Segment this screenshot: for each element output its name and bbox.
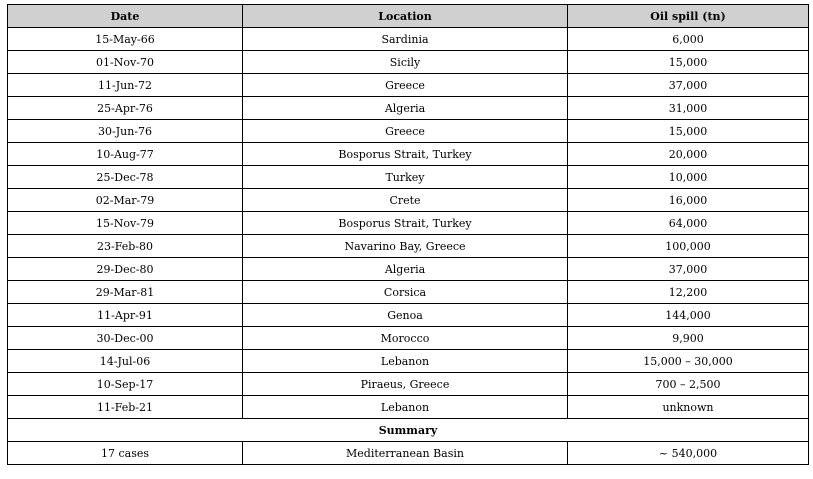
cell-location: Bosporus Strait, Turkey [243, 143, 568, 166]
cell-location: Sardinia [243, 28, 568, 51]
cell-location: Greece [243, 120, 568, 143]
cell-oil-spill: 6,000 [568, 28, 809, 51]
table-row [8, 97, 809, 120]
header-date: Date [8, 5, 243, 28]
table-row [8, 281, 809, 304]
table-row [8, 189, 809, 212]
cell-date: 29-Mar-81 [8, 281, 243, 304]
cell-oil-spill: 16,000 [568, 189, 809, 212]
cell-location: Algeria [243, 97, 568, 120]
cell-oil-spill: 144,000 [568, 304, 809, 327]
cell-oil-spill: 37,000 [568, 74, 809, 97]
summary-row [8, 442, 809, 465]
summary-location: Mediterranean Basin [243, 442, 568, 465]
summary-label: Summary [8, 419, 809, 442]
cell-oil-spill: 31,000 [568, 97, 809, 120]
table-row [8, 327, 809, 350]
cell-location: Greece [243, 74, 568, 97]
table-header [8, 5, 809, 28]
cell-oil-spill: 9,900 [568, 327, 809, 350]
cell-oil-spill: 15,000 – 30,000 [568, 350, 809, 373]
cell-oil-spill: 20,000 [568, 143, 809, 166]
table-row [8, 235, 809, 258]
table-row [8, 373, 809, 396]
table-row [8, 350, 809, 373]
cell-location: Genoa [243, 304, 568, 327]
cell-location: Turkey [243, 166, 568, 189]
cell-location: Crete [243, 189, 568, 212]
table-row [8, 120, 809, 143]
table-row [8, 396, 809, 419]
cell-oil-spill: 700 – 2,500 [568, 373, 809, 396]
cell-location: Algeria [243, 258, 568, 281]
cell-oil-spill: 100,000 [568, 235, 809, 258]
cell-location: Sicily [243, 51, 568, 74]
table-row [8, 51, 809, 74]
cell-date: 11-Jun-72 [8, 74, 243, 97]
cell-date: 29-Dec-80 [8, 258, 243, 281]
cell-location: Piraeus, Greece [243, 373, 568, 396]
summary-cases: 17 cases [8, 442, 243, 465]
cell-location: Lebanon [243, 350, 568, 373]
cell-date: 25-Dec-78 [8, 166, 243, 189]
cell-location: Lebanon [243, 396, 568, 419]
cell-date: 10-Sep-17 [8, 373, 243, 396]
header-location: Location [243, 5, 568, 28]
table-row [8, 143, 809, 166]
cell-oil-spill: 15,000 [568, 51, 809, 74]
cell-oil-spill: 12,200 [568, 281, 809, 304]
table-row [8, 212, 809, 235]
cell-oil-spill: 37,000 [568, 258, 809, 281]
cell-date: 02-Mar-79 [8, 189, 243, 212]
cell-date: 10-Aug-77 [8, 143, 243, 166]
cell-location: Morocco [243, 327, 568, 350]
table-row [8, 304, 809, 327]
table-body [8, 28, 809, 465]
cell-date: 23-Feb-80 [8, 235, 243, 258]
cell-date: 11-Feb-21 [8, 396, 243, 419]
cell-oil-spill: unknown [568, 396, 809, 419]
cell-location: Corsica [243, 281, 568, 304]
table-row [8, 166, 809, 189]
header-oil-spill: Oil spill (tn) [568, 5, 809, 28]
cell-oil-spill: 15,000 [568, 120, 809, 143]
summary-label-row [8, 419, 809, 442]
cell-date: 11-Apr-91 [8, 304, 243, 327]
table-row [8, 28, 809, 51]
cell-location: Navarino Bay, Greece [243, 235, 568, 258]
cell-location: Bosporus Strait, Turkey [243, 212, 568, 235]
cell-date: 30-Dec-00 [8, 327, 243, 350]
table-row [8, 258, 809, 281]
table-row [8, 74, 809, 97]
cell-date: 14-Jul-06 [8, 350, 243, 373]
cell-date: 30-Jun-76 [8, 120, 243, 143]
cell-date: 15-May-66 [8, 28, 243, 51]
cell-oil-spill: 10,000 [568, 166, 809, 189]
header-row [8, 5, 809, 28]
summary-total-spill: ~ 540,000 [568, 442, 809, 465]
cell-oil-spill: 64,000 [568, 212, 809, 235]
cell-date: 01-Nov-70 [8, 51, 243, 74]
oil-spill-table [7, 4, 809, 465]
cell-date: 25-Apr-76 [8, 97, 243, 120]
cell-date: 15-Nov-79 [8, 212, 243, 235]
